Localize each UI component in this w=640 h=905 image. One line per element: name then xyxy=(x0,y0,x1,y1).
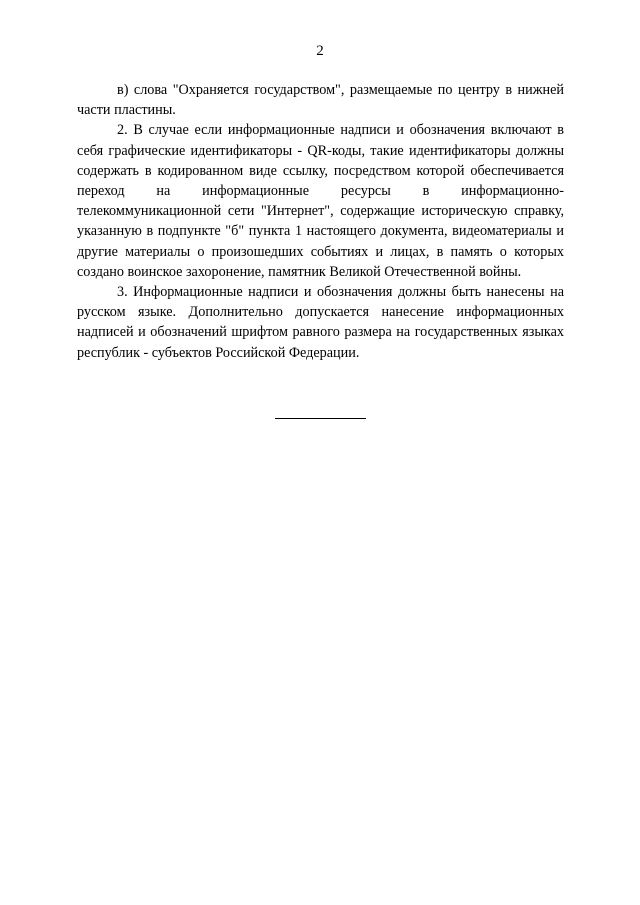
document-body xyxy=(77,80,564,363)
page-number: 2 xyxy=(316,43,324,59)
paragraph-item-3: 3. Информационные надписи и обозначения должны быть нанесены на русском языке. Дополнительно допускается нанесение информационных надписей и обозначений шрифтом равного размера на государственных языках республик - субъектов Российской Федерации. xyxy=(77,284,564,361)
paragraph-item-2: 2. В случае если информационные надписи и обозначения включают в себя графические идентификаторы - QR-коды, такие идентификаторы должны содержать в кодированном виде ссылку, посредством которой обеспечивается переход на информационные ресурсы в информационно-телекоммуникационной сети "Интернет", содержащие историческую справку, указанную в подпункте "б" пункта 1 настоящего документа, видеоматериалы и другие материалы о произошедших событиях и лицах, в память о которых создано воинское захоронение, памятник Великой Отечественной войны. xyxy=(77,122,564,280)
end-separator-line xyxy=(275,418,366,419)
paragraph-item-v: в) слова "Охраняется государством", размещаемые по центру в нижней части пластины. xyxy=(77,82,564,119)
